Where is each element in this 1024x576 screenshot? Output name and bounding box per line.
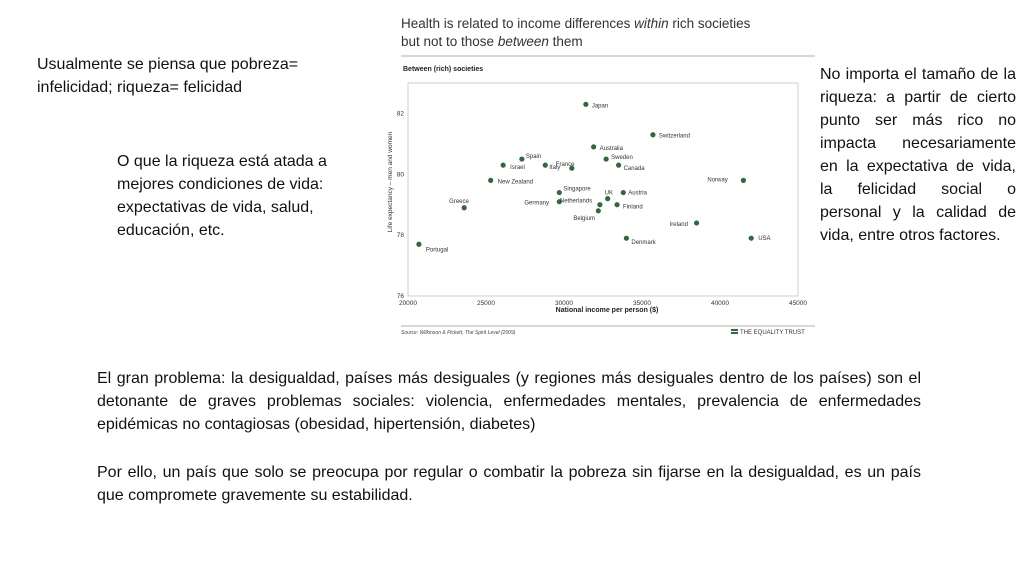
point-label-italy: Italy xyxy=(549,165,561,172)
point-label-sweden: Sweden xyxy=(611,155,633,162)
data-point-japan xyxy=(583,102,588,107)
x-tick-label: 30000 xyxy=(554,300,574,307)
point-label-usa: USA xyxy=(758,236,771,243)
point-label-israel: Israel xyxy=(510,165,525,172)
data-point-denmark xyxy=(624,236,629,241)
y-tick-label: 78 xyxy=(396,232,404,240)
data-point-norway xyxy=(741,178,746,183)
point-label-finland: Finland xyxy=(623,204,643,211)
data-point-sweden xyxy=(604,156,609,161)
data-point-australia xyxy=(591,144,596,149)
y-axis-label: Life expectancy – men and women xyxy=(387,131,394,233)
equality-trust-brand: THE EQUALITY TRUST xyxy=(740,330,805,336)
point-label-japan: Japan xyxy=(591,103,609,110)
data-point-new-zealand xyxy=(488,178,493,183)
chart-subtitle: Between (rich) societies xyxy=(403,66,484,73)
y-tick-label: 80 xyxy=(396,171,404,179)
wealth-limit-text: No importa el tamaño de la riqueza: a partir de cierto punto ser más rico no impacta necesariamente en la expectativa de vida, la felicidad social o personal y la calidad de vida, entre otros factores. xyxy=(820,66,1016,244)
chart-title-line1: Health is related to income differences within rich societies xyxy=(401,16,751,31)
x-tick-label: 35000 xyxy=(632,300,652,307)
data-point-uk xyxy=(605,196,610,201)
data-point-italy xyxy=(543,163,548,168)
data-point-usa xyxy=(749,236,754,241)
conclusion-text: Por ello, un país que solo se preocupa por regular o combatir la pobreza sin fijarse en la desigualdad, es un país que compromete gravemente su estabilidad. xyxy=(97,464,921,504)
data-points xyxy=(416,102,770,254)
chart-title-line2: but not to those between them xyxy=(401,34,583,49)
y-tick-label: 76 xyxy=(396,293,404,300)
intro-statement-text: Usualmente se piensa que pobreza= infelicidad; riqueza= felicidad xyxy=(37,56,299,96)
point-label-ireland: Ireland xyxy=(669,221,688,228)
y-tick-label: 82 xyxy=(396,110,404,118)
point-label-norway: Norway xyxy=(707,177,728,184)
x-tick-label: 25000 xyxy=(476,300,496,307)
data-point-israel xyxy=(501,163,506,168)
point-label-new-zealand: New Zealand xyxy=(497,179,534,186)
data-point-greece xyxy=(462,205,467,210)
point-label-australia: Australia xyxy=(599,145,623,152)
point-label-austria: Austria xyxy=(628,190,647,197)
point-label-switzerland: Switzerland xyxy=(658,133,690,140)
equality-trust-logo-bar-top xyxy=(731,329,738,331)
plot-border xyxy=(408,83,798,296)
axis-ticks xyxy=(397,110,808,307)
data-point-switzerland xyxy=(650,132,655,137)
x-axis-label: National income per person ($) xyxy=(555,307,659,314)
data-point-ireland xyxy=(694,220,699,225)
data-point-portugal xyxy=(416,242,421,247)
x-tick-label: 20000 xyxy=(398,300,418,307)
wealth-conditions-text: O que la riqueza está atada a mejores condiciones de vida: expectativas de vida, salud, educación, etc. xyxy=(117,153,327,239)
point-label-greece: Greece xyxy=(449,198,469,205)
life-expectancy-scatter-figure xyxy=(370,8,820,344)
equality-trust-logo-bar-bottom xyxy=(731,332,738,334)
x-tick-label: 40000 xyxy=(710,300,730,307)
point-label-singapore: Singapore xyxy=(563,186,591,193)
point-label-belgium: Belgium xyxy=(573,215,596,222)
point-label-netherlands: Netherlands xyxy=(559,198,593,205)
data-point-austria xyxy=(621,190,626,195)
point-label-germany: Germany xyxy=(524,200,550,207)
point-label-denmark: Denmark xyxy=(631,240,656,247)
point-label-uk: UK xyxy=(604,190,614,197)
scatter-chart-svg xyxy=(370,8,820,344)
data-point-netherlands xyxy=(597,202,602,207)
data-point-finland xyxy=(614,202,619,207)
data-point-canada xyxy=(616,163,621,168)
data-point-singapore xyxy=(557,190,562,195)
x-tick-label: 45000 xyxy=(788,300,808,307)
point-label-spain: Spain xyxy=(525,154,542,161)
data-point-belgium xyxy=(596,208,601,213)
data-point-spain xyxy=(519,156,524,161)
point-label-canada: Canada xyxy=(623,166,645,173)
point-label-france: France xyxy=(555,162,575,169)
inequality-problem-text: El gran problema: la desigualdad, países más desiguales (y regiones más desiguales dentro de los países) son el detonante de graves problemas sociales: violencia, enfermedades mentales, prevalencia de enfermedades epidémicas no contagiosas (obesidad, hipertensión, diabetes) xyxy=(97,370,921,433)
chart-source: Source: Wilkinson & Pickett, The Spirit Level (2009) xyxy=(401,330,516,336)
point-label-portugal: Portugal xyxy=(425,247,449,254)
plot-area xyxy=(408,83,798,296)
